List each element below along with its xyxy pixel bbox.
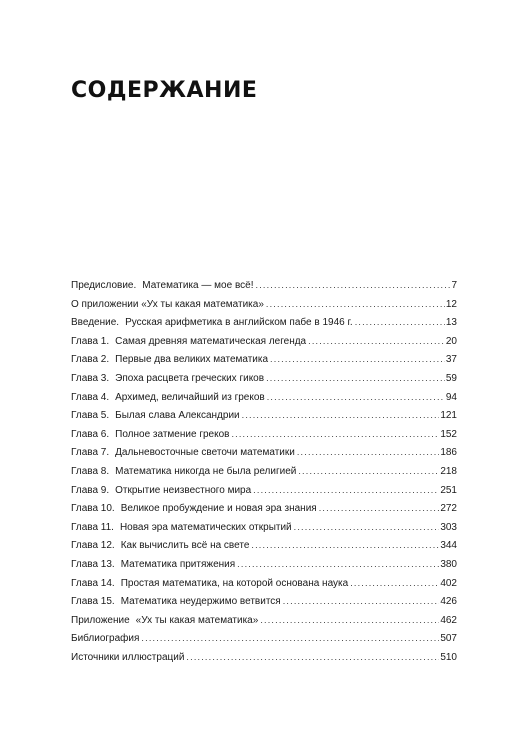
toc-entry-title: Архимед, величайший из греков (115, 391, 265, 403)
toc-entry-prefix: Введение. (71, 317, 120, 329)
dot-leader (141, 629, 439, 648)
toc-entry-prefix: Глава 7. (71, 447, 110, 459)
toc-entry-prefix: Предисловие. (71, 280, 137, 291)
dot-leader (283, 592, 440, 611)
toc-entry (71, 518, 457, 537)
toc-entry (71, 555, 457, 574)
toc-entry (71, 574, 457, 593)
toc-entry-page: 507 (440, 633, 457, 645)
toc-entry-title: Русская арифметика в английском пабе в 1946 г. (125, 317, 353, 329)
dot-leader (298, 462, 439, 481)
toc-entry-page: 402 (440, 577, 457, 589)
dot-leader (253, 481, 439, 500)
dot-leader (267, 388, 445, 407)
toc-entry-prefix: Глава 2. (71, 354, 110, 366)
toc-entry (71, 648, 457, 667)
toc-entry-prefix: Глава 5. (71, 410, 110, 422)
toc-entry-title: Дальневосточные светочи математики (115, 447, 295, 459)
toc-entry (71, 313, 457, 332)
dot-leader (231, 425, 439, 444)
dot-leader (237, 555, 439, 574)
toc-entry-page: 344 (440, 540, 457, 552)
toc-entry-prefix: Глава 4. (71, 391, 110, 403)
toc-entry (71, 276, 457, 295)
toc-entry-title: Открытие неизвестного мира (115, 484, 252, 496)
toc-entry-page: 13 (445, 317, 457, 329)
toc-entry (71, 388, 457, 407)
toc-entry-title: Полное затмение греков (115, 428, 230, 440)
toc-entry-title: Былая слава Александрии (115, 410, 240, 422)
toc-entry (71, 369, 457, 388)
toc-entry-page: 20 (445, 335, 457, 347)
dot-leader (355, 313, 445, 332)
toc-entry (71, 611, 457, 630)
toc-entry-page: 12 (445, 298, 457, 310)
toc-entry-page: 426 (440, 596, 457, 608)
table-of-contents (71, 276, 457, 666)
toc-entry-title: Источники иллюстраций (71, 651, 185, 663)
dot-leader (297, 443, 439, 462)
toc-entry (71, 406, 457, 425)
toc-entry-prefix: Глава 14. (71, 577, 115, 589)
toc-entry-title: «Ух ты какая математика» (135, 614, 259, 626)
dot-leader (186, 648, 439, 667)
toc-entry-title: Математика — мое всё! (142, 280, 254, 291)
toc-entry-prefix: Глава 3. (71, 372, 110, 384)
dot-leader (308, 332, 445, 351)
toc-entry-page: 303 (440, 521, 457, 533)
dot-leader (260, 611, 439, 630)
dot-leader (251, 536, 439, 555)
dot-leader (319, 499, 440, 518)
toc-entry-title: О приложении «Ух ты какая математика» (71, 298, 264, 310)
toc-entry-page: 121 (440, 410, 457, 422)
toc-entry-prefix: Глава 8. (71, 465, 110, 477)
toc-entry (71, 425, 457, 444)
toc-entry (71, 499, 457, 518)
dot-leader (270, 350, 445, 369)
toc-entry (71, 462, 457, 481)
toc-entry (71, 350, 457, 369)
toc-entry-page: 94 (445, 391, 457, 403)
toc-entry-page: 510 (440, 651, 457, 663)
toc-entry-page: 251 (440, 484, 457, 496)
toc-entry-prefix: Глава 10. (71, 503, 115, 515)
toc-entry-title: Библиография (71, 633, 140, 645)
dot-leader (350, 574, 439, 593)
toc-entry-page: 380 (440, 558, 457, 570)
toc-entry (71, 481, 457, 500)
toc-entry (71, 592, 457, 611)
toc-entry-page: 218 (440, 465, 457, 477)
toc-entry-page: 37 (445, 354, 457, 366)
toc-entry-page: 186 (440, 447, 457, 459)
toc-entry-title: Новая эра математических открытий (119, 521, 292, 533)
toc-entry-title: Математика притяжения (120, 558, 236, 570)
dot-leader (256, 276, 451, 295)
toc-entry (71, 443, 457, 462)
toc-entry-page: 59 (445, 372, 457, 384)
toc-entry-page: 7 (451, 280, 457, 291)
toc-entry-prefix: Глава 15. (71, 596, 115, 608)
dot-leader (294, 518, 440, 537)
toc-entry-page: 462 (440, 614, 457, 626)
dot-leader (266, 369, 445, 388)
toc-entry-title: Математика неудержимо ветвится (120, 596, 281, 608)
toc-entry-page: 152 (440, 428, 457, 440)
toc-entry-prefix: Глава 11. (71, 521, 114, 533)
toc-entry-page: 272 (440, 503, 457, 515)
dot-leader (242, 406, 440, 425)
page-title: СОДЕРЖАНИЕ (71, 78, 258, 103)
toc-entry-prefix: Глава 12. (71, 540, 115, 552)
toc-entry-prefix: Глава 1. (71, 335, 110, 347)
toc-entry-title: Эпоха расцвета греческих гиков (115, 372, 265, 384)
toc-entry-prefix: Глава 13. (71, 558, 115, 570)
toc-entry-title: Простая математика, на которой основана наука (120, 577, 349, 589)
toc-entry (71, 536, 457, 555)
toc-entry-title: Математика никогда не была религией (115, 465, 297, 477)
toc-entry (71, 295, 457, 314)
dot-leader (266, 295, 445, 314)
toc-entry-prefix: Глава 6. (71, 428, 110, 440)
toc-entry-title: Самая древняя математическая легенда (115, 335, 307, 347)
toc-entry-prefix: Приложение (71, 614, 130, 626)
toc-entry-title: Великое пробуждение и новая эра знания (120, 503, 317, 515)
toc-entry (71, 332, 457, 351)
toc-entry-title: Как вычислить всё на свете (120, 540, 250, 552)
toc-entry-prefix: Глава 9. (71, 484, 110, 496)
toc-entry (71, 629, 457, 648)
toc-entry-title: Первые два великих математика (115, 354, 269, 366)
